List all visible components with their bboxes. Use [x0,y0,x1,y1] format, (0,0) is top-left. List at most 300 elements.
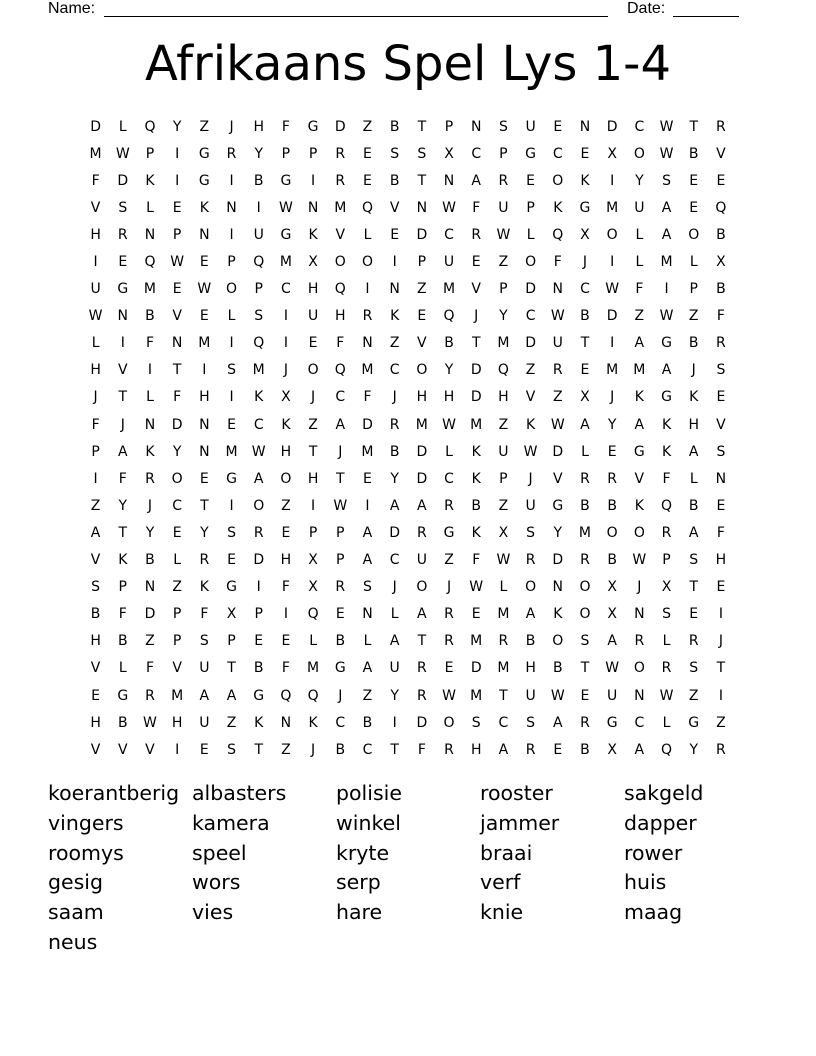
grid-letter: V [90,741,101,758]
grid-letter: Z [308,416,318,433]
grid-letter: Q [661,741,673,758]
grid-letter: S [689,552,699,569]
word-list-item: winkel [336,810,401,835]
grid-letter: M [225,443,238,460]
word-list-item: vingers [48,810,124,835]
grid-letter: I [256,579,261,596]
grid-letter: E [689,606,699,623]
grid-letter: B [688,145,699,162]
grid-letter: P [444,118,454,135]
grid-letter: D [362,416,373,433]
grid-letter: C [389,552,400,569]
grid-letter: M [606,199,619,216]
grid-letter: R [580,470,590,487]
grid-letter: C [335,714,346,731]
grid-letter: A [471,172,481,189]
grid-letter: T [580,335,590,352]
grid-letter: D [606,118,618,135]
grid-letter: H [307,281,319,298]
grid-letter: Z [362,687,373,704]
grid-letter: I [229,335,234,352]
grid-letter: U [525,497,536,514]
grid-letter: B [580,497,590,514]
grid-letter: Y [172,443,182,460]
grid-letter: N [144,416,156,433]
grid-letter: E [227,552,236,569]
grid-letter: I [283,335,288,352]
word-list [48,779,768,958]
grid-letter: B [471,497,482,514]
grid-letter: Y [607,416,617,433]
grid-letter: T [689,579,698,596]
grid-letter: N [579,118,591,135]
grid-letter: N [416,199,428,216]
grid-letter: V [90,660,101,677]
word-list-item: hare [336,900,383,925]
grid-letter: H [443,389,455,406]
grid-letter: D [416,443,428,460]
grid-letter: I [175,172,180,189]
grid-letter: O [633,660,645,677]
grid-letter: A [580,416,590,433]
grid-letter: B [389,118,400,135]
grid-letter: U [90,281,101,298]
grid-letter: M [198,335,211,352]
grid-letter: C [580,281,590,298]
grid-letter: F [363,389,372,406]
grid-letter: J [147,497,153,514]
grid-letter: F [145,660,154,677]
grid-letter: B [688,497,699,514]
grid-letter: R [145,687,155,704]
grid-letter: P [336,552,345,569]
grid-letter: L [91,335,100,352]
grid-letter: G [198,172,210,189]
grid-letter: L [635,226,644,243]
grid-letter: P [91,443,100,460]
grid-letter: R [362,308,373,325]
grid-letter: V [172,660,182,677]
grid-letter: A [362,552,373,569]
grid-letter: J [311,741,316,758]
grid-letter: K [471,470,481,487]
grid-letter: M [578,524,592,541]
grid-letter: O [443,714,455,731]
grid-letter: K [471,443,481,460]
grid-letter: J [392,579,397,596]
grid-letter: N [634,687,645,704]
grid-letter: T [336,470,345,487]
grid-letter: R [444,741,454,758]
word-list-item: wors [192,870,241,895]
grid-letter: A [525,606,536,623]
grid-letter: N [307,199,319,216]
grid-letter: H [90,362,101,379]
grid-letter: R [253,524,264,541]
grid-letter: V [145,741,155,758]
grid-letter: I [120,335,125,352]
grid-letter: E [553,741,563,758]
grid-letter: F [472,552,481,569]
grid-letter: X [308,552,318,569]
grid-letter: F [118,606,127,623]
grid-letter: W [523,443,538,460]
grid-letter: E [281,524,291,541]
grid-letter: D [470,389,482,406]
grid-letter: L [445,443,453,460]
grid-letter: M [307,660,320,677]
grid-letter: T [580,660,590,677]
grid-letter: E [281,633,291,650]
grid-letter: Q [497,362,509,379]
word-list-item: roomys [48,840,124,865]
grid-letter: H [253,118,264,135]
grid-letter: G [633,443,645,460]
grid-letter: J [474,308,479,325]
grid-letter: H [525,660,536,677]
grid-letter: N [552,579,564,596]
grid-letter: S [227,524,236,541]
grid-letter: B [117,714,128,731]
grid-letter: R [716,741,726,758]
grid-letter: Z [634,308,645,325]
grid-letter: I [610,335,615,352]
grid-letter: W [550,308,565,325]
grid-letter: Z [716,714,726,731]
grid-letter: I [175,741,180,758]
grid-letter: L [363,633,372,650]
grid-letter: V [471,281,481,298]
grid-letter: E [580,362,590,379]
grid-letter: V [417,335,427,352]
grid-letter: M [633,362,646,379]
grid-letter: Q [715,199,727,216]
grid-letter: V [634,470,645,487]
grid-letter: M [89,145,102,162]
grid-letter: D [606,308,618,325]
grid-letter: E [172,199,182,216]
grid-letter: B [145,308,155,325]
word-list-item: knie [480,900,524,925]
grid-letter: D [552,552,564,569]
grid-letter: X [607,606,617,623]
grid-letter: K [254,389,264,406]
grid-letter: I [202,362,207,379]
grid-letter: B [362,714,373,731]
grid-letter: C [253,416,264,433]
grid-letter: J [610,389,615,406]
grid-letter: L [635,254,644,271]
grid-letter: M [660,254,673,271]
grid-letter: E [363,470,372,487]
grid-letter: N [199,443,210,460]
word-list-item: gesig [48,870,104,895]
grid-letter: O [253,497,265,514]
grid-letter: D [117,172,129,189]
grid-letter: C [471,145,482,162]
grid-letter: D [416,714,428,731]
grid-letter: B [688,335,699,352]
grid-letter: P [499,470,508,487]
grid-letter: U [253,226,264,243]
grid-letter: C [172,497,183,514]
word-list-item: saam [48,900,104,925]
grid-letter: M [361,362,374,379]
grid-letter: O [579,606,591,623]
grid-letter: O [552,633,564,650]
grid-letter: A [389,633,400,650]
grid-letter: I [283,606,288,623]
grid-letter: C [444,226,454,243]
grid-letter: B [335,633,346,650]
grid-letter: G [552,497,564,514]
grid-letter: S [199,633,209,650]
grid-letter: K [390,308,400,325]
grid-letter: Y [254,145,263,162]
grid-letter: P [689,281,698,298]
grid-letter: A [199,687,210,704]
grid-letter: W [442,687,456,704]
grid-letter: P [662,552,671,569]
grid-letter: J [446,579,452,596]
grid-letter: N [389,281,400,298]
grid-letter: G [198,145,210,162]
grid-letter: S [363,579,372,596]
grid-letter: V [172,308,182,325]
grid-letter: A [389,497,400,514]
grid-letter: V [525,389,536,406]
grid-letter: Z [688,687,699,704]
grid-letter: P [308,524,318,541]
name-label: Name: [48,0,96,17]
grid-letter: H [307,470,319,487]
grid-letter: R [661,660,672,677]
grid-letter: R [552,362,563,379]
grid-letter: G [661,335,672,352]
grid-letter: P [281,145,291,162]
grid-letter: I [718,606,723,623]
grid-letter: E [199,308,209,325]
grid-letter: M [334,199,347,216]
grid-letter: A [226,687,237,704]
grid-letter: W [278,199,293,216]
grid-letter: W [197,281,212,298]
grid-letter: P [336,524,345,541]
grid-letter: I [610,172,615,189]
grid-letter: L [146,389,154,406]
grid-letter: W [143,714,157,731]
grid-letter: F [118,470,127,487]
word-list-item: jammer [480,810,560,835]
grid-letter: Z [281,497,291,514]
grid-letter: P [526,199,535,216]
grid-letter: E [716,579,726,596]
grid-letter: F [281,118,290,135]
grid-letter: G [525,145,537,162]
grid-letter: W [550,687,565,704]
grid-letter: S [580,633,590,650]
grid-letter: P [308,145,318,162]
grid-letter: V [117,741,128,758]
grid-letter: S [91,579,101,596]
grid-letter: H [199,389,210,406]
grid-letter: H [90,226,101,243]
grid-letter: E [471,254,481,271]
grid-letter: K [553,606,563,623]
grid-letter: J [338,687,343,704]
grid-letter: D [525,335,536,352]
grid-letter: E [335,606,345,623]
grid-letter: Y [689,741,698,758]
grid-letter: R [226,145,237,162]
grid-letter: O [416,362,428,379]
grid-letter: H [498,389,509,406]
grid-letter: C [444,470,454,487]
grid-letter: T [118,524,128,541]
grid-letter: R [688,633,699,650]
grid-letter: K [308,714,318,731]
grid-letter: X [226,606,237,623]
grid-letter: X [607,579,617,596]
grid-letter: Y [118,497,128,514]
grid-letter: L [662,633,671,650]
grid-letter: D [470,660,482,677]
grid-letter: I [147,362,153,379]
grid-letter: W [659,308,674,325]
grid-letter: Y [172,118,182,135]
grid-letter: E [553,118,563,135]
grid-letter: E [689,172,699,189]
grid-letter: P [145,145,155,162]
grid-letter: G [334,660,346,677]
grid-letter: R [444,497,454,514]
grid-letter: Z [498,254,509,271]
grid-letter: W [605,281,620,298]
grid-letter: A [117,443,128,460]
grid-letter: M [497,660,510,677]
grid-letter: A [498,741,509,758]
grid-letter: F [553,254,562,271]
grid-letter: N [362,335,373,352]
grid-letter: E [199,254,209,271]
grid-letter: X [580,226,590,243]
grid-letter: R [416,687,427,704]
grid-letter: K [661,416,672,433]
grid-letter: U [552,335,563,352]
grid-letter: K [199,199,209,216]
grid-letter: V [335,226,346,243]
grid-letter: R [716,118,726,135]
grid-letter: K [254,714,264,731]
grid-letter: O [606,524,618,541]
grid-letter: C [335,389,346,406]
grid-letter: A [362,524,373,541]
grid-letter: E [607,443,617,460]
grid-letter: P [254,281,263,298]
grid-letter: M [415,416,428,433]
grid-letter: W [659,145,674,162]
grid-letter: R [471,226,482,243]
grid-letter: Z [444,552,454,569]
grid-letter: O [361,254,373,271]
grid-letter: K [145,443,155,460]
grid-letter: A [335,416,346,433]
grid-letter: E [91,687,101,704]
grid-letter: R [444,633,454,650]
grid-letter: R [335,172,346,189]
grid-letter: W [632,552,647,569]
grid-letter: E [308,335,318,352]
grid-letter: Q [144,254,156,271]
grid-letter: P [118,579,127,596]
grid-letter: I [392,714,397,731]
grid-letter: T [471,335,481,352]
grid-letter: V [90,552,101,569]
grid-letter: R [716,335,726,352]
grid-letter: W [115,145,130,162]
grid-letter: I [229,497,234,514]
grid-letter: O [280,470,292,487]
grid-letter: L [309,633,317,650]
grid-letter: I [229,226,234,243]
grid-letter: E [580,687,590,704]
grid-letter: B [525,633,536,650]
grid-letter: Q [253,254,265,271]
grid-letter: F [716,524,725,541]
grid-letter: F [173,389,182,406]
grid-letter: A [634,416,645,433]
grid-letter: K [553,199,563,216]
grid-letter: A [362,660,373,677]
grid-letter: A [661,199,672,216]
grid-letter: F [662,470,671,487]
word-list-item: vies [192,900,234,925]
grid-letter: K [199,579,209,596]
grid-letter: P [254,606,263,623]
grid-letter: H [90,714,101,731]
grid-letter: K [661,443,672,460]
grid-letter: N [552,281,564,298]
grid-letter: E [417,308,427,325]
grid-letter: I [365,281,370,298]
grid-letter: D [144,606,156,623]
letter-grid [82,113,735,763]
grid-letter: J [283,362,288,379]
grid-letter: N [199,416,210,433]
grid-letter: H [90,633,101,650]
grid-letter: R [525,741,536,758]
grid-letter: W [170,254,185,271]
grid-letter: J [691,362,696,379]
word-list-item: sakgeld [624,781,704,805]
grid-letter: W [496,552,511,569]
grid-letter: A [552,714,563,731]
grid-letter: V [389,199,400,216]
grid-letter: B [90,606,101,623]
grid-letter: R [335,579,346,596]
grid-letter: E [689,199,699,216]
grid-letter: U [498,199,509,216]
grid-letter: E [254,633,264,650]
grid-letter: V [552,470,563,487]
grid-letter: T [417,118,427,135]
grid-letter: Y [635,172,644,189]
grid-letter: J [392,389,397,406]
grid-letter: Q [361,199,373,216]
grid-letter: U [389,660,400,677]
grid-letter: O [525,254,537,271]
grid-letter: A [634,335,645,352]
